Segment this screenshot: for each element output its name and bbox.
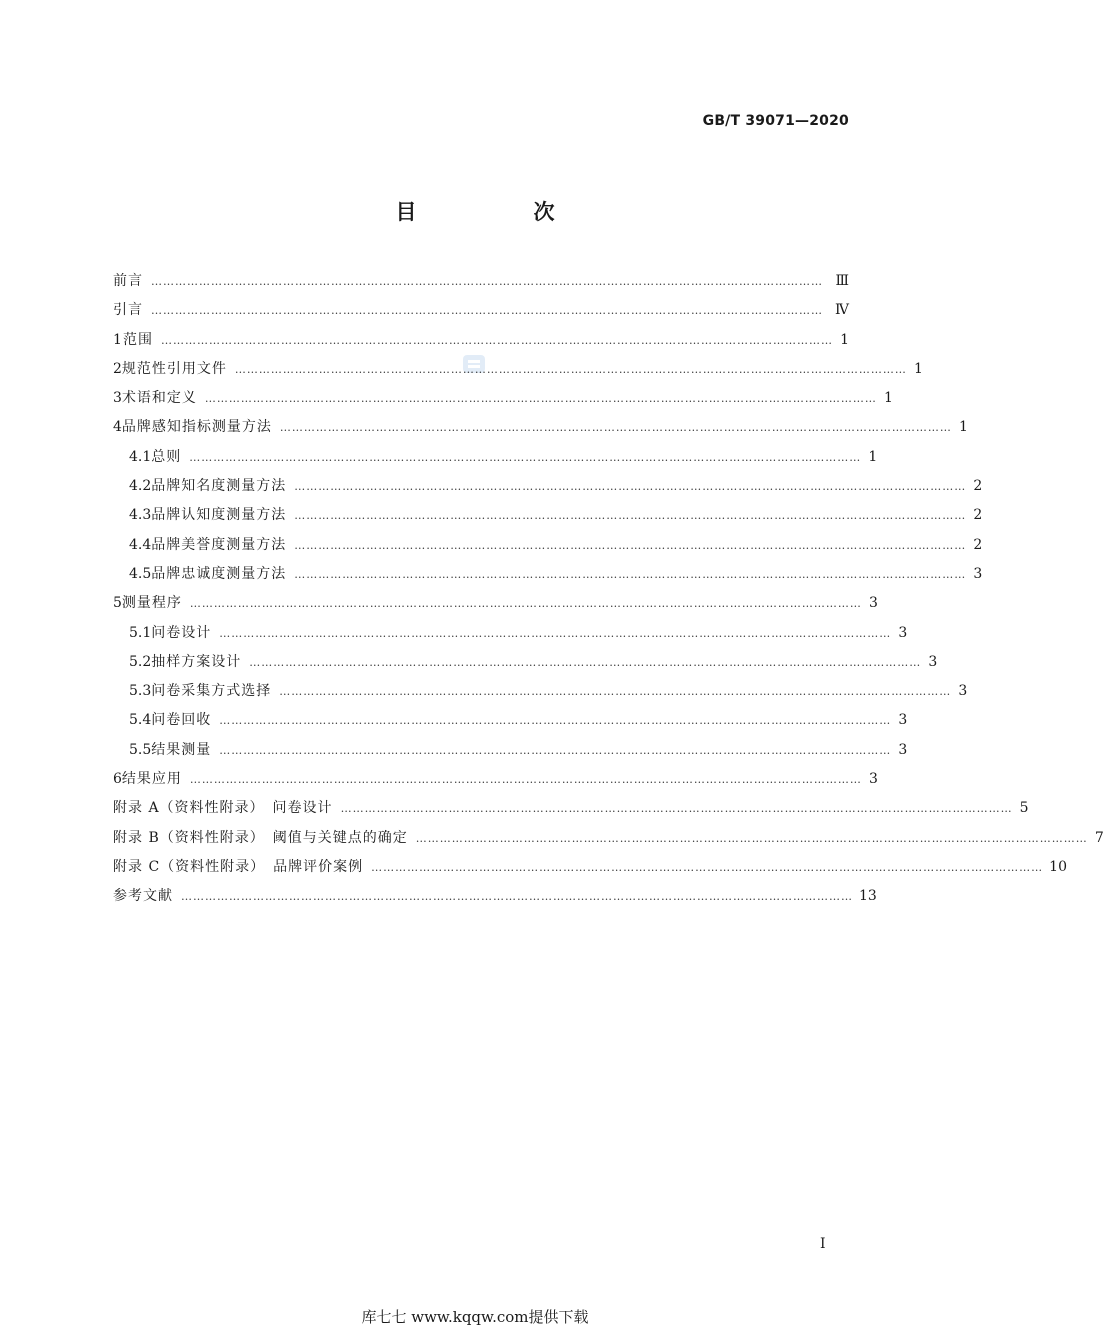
toc-entry-label: 范围 [123, 331, 153, 348]
toc-entry-page: 3 [973, 565, 983, 582]
toc-entry[interactable] [113, 651, 938, 680]
toc-entry-label: 前言 [113, 273, 143, 289]
toc-entry-page: 2 [973, 478, 983, 495]
toc-dot-leader: …………………………………………………………………………………………………………………………………………………… [204, 392, 877, 406]
toc-entry-page: 1 [959, 419, 968, 436]
toc-entry[interactable] [113, 797, 1029, 826]
toc-dot-leader: …………………………………………………………………………………………………………………………………………………… [294, 509, 967, 523]
toc-entry[interactable] [113, 592, 878, 621]
toc-dot-leader: …………………………………………………………………………………………………………………………………………………… [189, 450, 862, 464]
toc-entry-page: 10 [1049, 858, 1067, 875]
toc-entry-label: 品牌感知指标测量方法 [121, 419, 272, 436]
toc-entry-number: 5.3 [129, 683, 152, 700]
toc-entry[interactable] [113, 856, 1067, 885]
toc-dot-leader: …………………………………………………………………………………………………………………………………………………… [151, 275, 823, 288]
toc-entry[interactable] [113, 622, 908, 651]
toc-entry-number: 1 [113, 331, 122, 348]
toc-entry[interactable] [113, 739, 908, 768]
toc-dot-leader: …………………………………………………………………………………………………………………………………………………… [161, 333, 833, 347]
toc-entry[interactable] [113, 680, 968, 709]
toc-dot-leader: …………………………………………………………………………………………………………………………………………………… [234, 362, 907, 376]
toc-entry-page: 2 [973, 536, 983, 553]
toc-entry-label: 总则 [151, 448, 182, 465]
toc-dot-leader: …………………………………………………………………………………………………………………………………………………… [249, 655, 922, 669]
toc-dot-leader: …………………………………………………………………………………………………………………………………………………… [189, 597, 862, 611]
toc-dot-leader: …………………………………………………………………………………………………………………………………………………… [294, 538, 967, 552]
toc-dot-leader: …………………………………………………………………………………………………………………………………………………… [181, 890, 853, 904]
toc-entry-label: 品牌美誉度测量方法 [151, 536, 287, 553]
toc-entry-page: 3 [958, 683, 968, 700]
toc-entry-label: 参考文献 [113, 888, 173, 905]
toc-entry-number: 4.2 [129, 478, 152, 495]
toc-entry-number: 6 [113, 771, 122, 788]
toc-entry-label: 抽样方案设计 [151, 653, 242, 670]
toc-entry-label: 术语和定义 [121, 390, 197, 407]
toc-entry[interactable] [113, 827, 1104, 856]
toc-dot-leader: …………………………………………………………………………………………………………………………………………………… [279, 421, 952, 435]
toc-entry-page: 1 [884, 390, 893, 407]
toc-entry-page: 3 [898, 624, 908, 641]
toc-entry-page: 1 [868, 448, 878, 465]
toc-entry[interactable] [113, 709, 908, 738]
toc-entry-page: 3 [869, 595, 878, 612]
toc-dot-leader: …………………………………………………………………………………………………………………………………………………… [371, 860, 1044, 874]
toc-entry-page: 3 [898, 741, 908, 758]
toc-entry-page: 1 [840, 331, 849, 348]
toc-dot-leader: …………………………………………………………………………………………………………………………………………………… [219, 743, 892, 757]
toc-entry-page: 5 [1019, 800, 1029, 817]
standard-code: GB/T 39071—2020 [702, 113, 849, 129]
toc-entry[interactable] [113, 358, 923, 387]
toc-dot-leader: …………………………………………………………………………………………………………………………………………………… [294, 567, 967, 581]
toc-entry-number: 4.5 [129, 565, 152, 582]
toc-entry[interactable] [113, 534, 983, 563]
toc-entry[interactable] [113, 416, 968, 445]
toc-entry-label: 问卷采集方式选择 [151, 683, 272, 700]
toc-dot-leader: …………………………………………………………………………………………………………………………………………………… [294, 480, 967, 494]
toc-entry-label: 附录 B（资料性附录） 阈值与关键点的确定 [113, 829, 408, 846]
toc-entry-label: 附录 A（资料性附录） 问卷设计 [113, 800, 333, 817]
toc-entry-number: 4.3 [129, 507, 152, 524]
toc-entry[interactable] [113, 563, 983, 592]
toc-entry-page: 3 [898, 712, 908, 729]
toc-entry[interactable] [113, 475, 983, 504]
toc-dot-leader: …………………………………………………………………………………………………………………………………………………… [219, 714, 892, 728]
toc-entry-page: 3 [869, 771, 878, 788]
toc-dot-leader: …………………………………………………………………………………………………………………………………………………… [151, 304, 823, 318]
toc-entry[interactable] [113, 387, 893, 416]
toc-entry-page: Ⅲ [835, 273, 849, 289]
toc-entry-number: 5.5 [129, 741, 152, 758]
toc-entry-page: 7 [1094, 829, 1104, 846]
toc-dot-leader: …………………………………………………………………………………………………………………………………………………… [415, 831, 1088, 845]
toc-entry[interactable] [113, 270, 849, 299]
toc-entry-number: 4.4 [129, 536, 152, 553]
toc-entry-label: 问卷回收 [151, 712, 212, 729]
toc-entry[interactable] [113, 299, 849, 328]
toc-entry-label: 问卷设计 [151, 624, 212, 641]
toc-dot-leader: …………………………………………………………………………………………………………………………………………………… [279, 685, 952, 699]
toc-entry-label: 附录 C（资料性附录） 品牌评价案例 [113, 858, 364, 875]
download-footer: 库七七 www.kqqw.com提供下载 [361, 1308, 589, 1326]
toc-entry-page: 2 [973, 507, 983, 524]
toc-entry-number: 4 [113, 419, 122, 436]
toc-entry-number: 5 [113, 595, 122, 612]
toc-entry-label: 品牌认知度测量方法 [151, 507, 287, 524]
toc-entry-label: 结果测量 [151, 741, 212, 758]
toc-entry-label: 品牌忠诚度测量方法 [151, 565, 287, 582]
toc-entry-label: 测量程序 [121, 595, 182, 612]
toc-dot-leader: …………………………………………………………………………………………………………………………………………………… [219, 626, 892, 640]
toc-entry-label: 结果应用 [121, 771, 182, 788]
toc-entry-number: 5.2 [129, 653, 152, 670]
page-number: I [820, 1236, 826, 1252]
toc-entry-number: 5.4 [129, 712, 152, 729]
toc-entry-page: 1 [914, 360, 923, 377]
toc-entry[interactable] [113, 768, 878, 797]
toc-entry[interactable] [113, 446, 878, 475]
toc-entry-page: 3 [928, 653, 938, 670]
toc-entry[interactable] [113, 329, 849, 358]
toc-entry-number: 5.1 [129, 624, 152, 641]
toc-entry-label: 品牌知名度测量方法 [151, 478, 287, 495]
toc-dot-leader: …………………………………………………………………………………………………………………………………………………… [189, 773, 862, 787]
toc-entry-label: 引言 [113, 302, 143, 319]
toc-entry[interactable] [113, 504, 983, 533]
table-of-contents [113, 270, 1104, 915]
toc-entry-page: 13 [859, 888, 877, 905]
toc-entry[interactable] [113, 885, 877, 914]
toc-entry-page: Ⅳ [835, 302, 849, 319]
toc-title: 目 次 [395, 200, 603, 224]
toc-entry-number: 2 [113, 360, 122, 377]
toc-dot-leader: …………………………………………………………………………………………………………………………………………………… [340, 802, 1013, 816]
toc-entry-label: 规范性引用文件 [121, 360, 227, 377]
toc-entry-number: 3 [113, 390, 122, 407]
toc-entry-number: 4.1 [129, 448, 152, 465]
